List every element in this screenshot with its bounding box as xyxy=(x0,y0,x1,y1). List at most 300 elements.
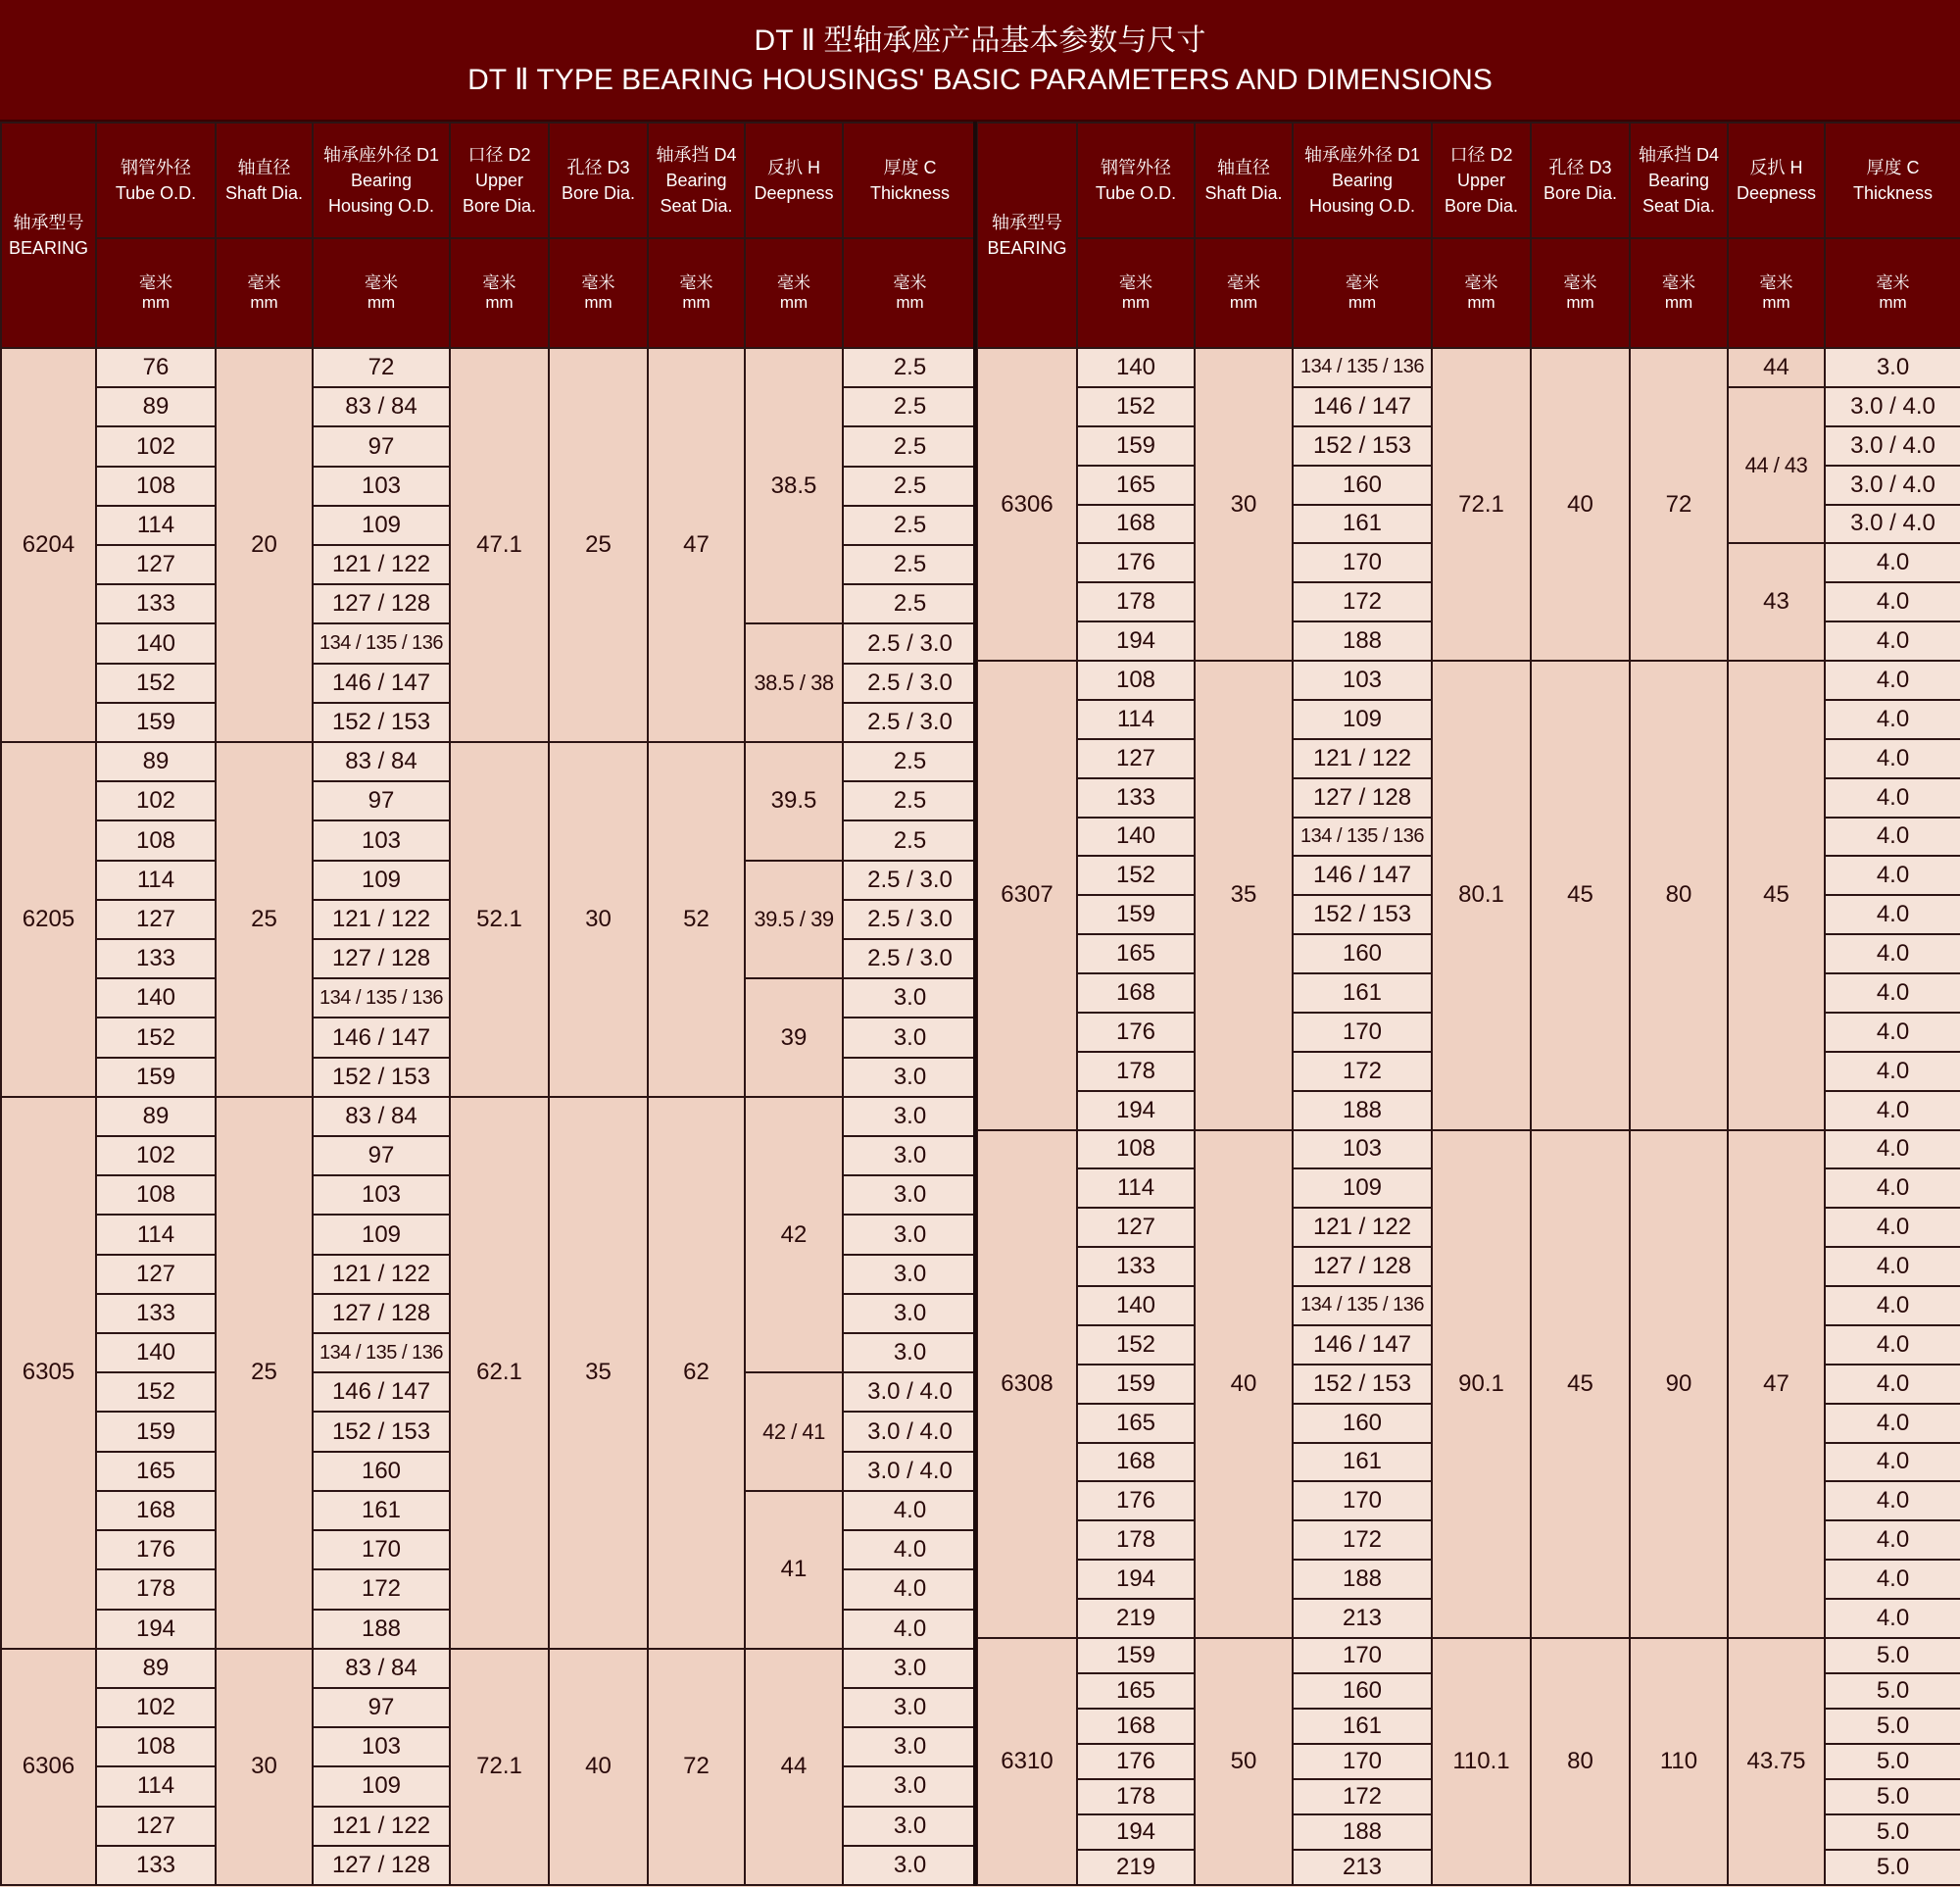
cell-thickness-c: 2.5 xyxy=(843,387,977,426)
cell-tube-od: 133 xyxy=(1077,778,1195,818)
cell-housing-od-d1: 152 / 153 xyxy=(313,1058,450,1097)
unit-line: mm xyxy=(1348,293,1377,312)
cell-housing-od-d1: 127 / 128 xyxy=(1293,1247,1432,1286)
unit-line: 毫米 xyxy=(679,273,713,292)
cell-thickness-c: 4.0 xyxy=(843,1610,977,1649)
unit-tube-od xyxy=(96,238,216,348)
unit-bore-dia-d3 xyxy=(1531,238,1630,348)
unit-thickness-c xyxy=(1825,238,1960,348)
cell-seat-dia-d4: 90 xyxy=(1630,1130,1728,1638)
unit-bore-dia-d3 xyxy=(549,238,648,348)
header-housing-od-d1 xyxy=(1293,123,1432,238)
cell-tube-od: 133 xyxy=(96,584,216,623)
cell-thickness-c: 3.0 xyxy=(843,1766,977,1806)
cell-housing-od-d1: 109 xyxy=(313,506,450,545)
cell-thickness-c: 3.0 / 4.0 xyxy=(1825,426,1960,466)
unit-line: 毫米 xyxy=(893,273,927,292)
cell-bore-dia-d3: 25 xyxy=(549,348,648,742)
cell-thickness-c: 4.0 xyxy=(843,1491,977,1530)
header-housing-od-d1-line: 轴承座外径 D1 xyxy=(322,145,439,165)
unit-housing-od-d1 xyxy=(1293,238,1432,348)
unit-line: 毫米 xyxy=(1563,273,1597,292)
cell-housing-od-d1: 160 xyxy=(1293,1404,1432,1443)
header-tube-od-line: 钢管外径 xyxy=(121,158,191,177)
cell-tube-od: 165 xyxy=(1077,466,1195,505)
cell-thickness-c: 4.0 xyxy=(1825,1520,1960,1560)
cell-upper-bore-d2: 80.1 xyxy=(1432,661,1531,1130)
cell-upper-bore-d2: 72.1 xyxy=(1432,348,1531,661)
cell-thickness-c: 4.0 xyxy=(843,1530,977,1569)
header-housing-od-d1 xyxy=(313,123,450,238)
cell-deepness-h: 42 xyxy=(745,1097,843,1372)
header-shaft-dia-line: 轴直径 xyxy=(237,158,291,177)
header-bearing xyxy=(1,123,96,348)
cell-housing-od-d1: 152 / 153 xyxy=(1293,1365,1432,1404)
unit-line: 毫米 xyxy=(1227,273,1260,292)
cell-tube-od: 194 xyxy=(1077,1091,1195,1130)
cell-housing-od-d1: 121 / 122 xyxy=(1293,1208,1432,1247)
header-thickness-c-line: Thickness xyxy=(1852,183,1934,203)
cell-tube-od: 165 xyxy=(96,1452,216,1491)
cell-thickness-c: 4.0 xyxy=(1825,1286,1960,1325)
header-deepness-h-line: 反扒 H xyxy=(767,158,820,177)
header-upper-bore-d2-line: 口径 D2 xyxy=(1449,145,1513,165)
header-shaft-dia-line: 轴直径 xyxy=(1217,158,1270,177)
unit-line: 毫米 xyxy=(482,273,516,292)
cell-thickness-c: 4.0 xyxy=(1825,1560,1960,1599)
cell-tube-od: 133 xyxy=(96,939,216,978)
unit-upper-bore-d2 xyxy=(1432,238,1531,348)
cell-housing-od-d1: 121 / 122 xyxy=(313,900,450,939)
cell-thickness-c: 3.0 / 4.0 xyxy=(1825,505,1960,544)
unit-line: 毫米 xyxy=(777,273,810,292)
cell-tube-od: 168 xyxy=(1077,505,1195,544)
cell-bore-dia-d3: 40 xyxy=(1531,348,1630,661)
cell-housing-od-d1: 127 / 128 xyxy=(1293,778,1432,818)
cell-housing-od-d1: 109 xyxy=(1293,700,1432,739)
cell-tube-od: 127 xyxy=(1077,1208,1195,1247)
cell-housing-od-d1: 170 xyxy=(1293,1638,1432,1673)
cell-housing-od-d1: 134 / 135 / 136 xyxy=(1293,348,1432,387)
cell-tube-od: 152 xyxy=(1077,1325,1195,1365)
cell-thickness-c: 2.5 xyxy=(843,467,977,506)
cell-tube-od: 159 xyxy=(96,703,216,742)
cell-thickness-c: 3.0 xyxy=(843,1333,977,1372)
cell-housing-od-d1: 127 / 128 xyxy=(313,1846,450,1885)
cell-thickness-c: 4.0 xyxy=(1825,661,1960,700)
cell-thickness-c: 5.0 xyxy=(1825,1744,1960,1779)
unit-shaft-dia xyxy=(1195,238,1293,348)
cell-thickness-c: 2.5 xyxy=(843,781,977,820)
cell-housing-od-d1: 161 xyxy=(313,1491,450,1530)
left-spec-table xyxy=(0,122,978,1886)
cell-thickness-c: 3.0 / 4.0 xyxy=(1825,387,1960,426)
cell-housing-od-d1: 103 xyxy=(1293,1130,1432,1169)
cell-upper-bore-d2: 62.1 xyxy=(450,1097,549,1649)
cell-housing-od-d1: 103 xyxy=(1293,661,1432,700)
header-seat-dia-d4-line: Seat Dia. xyxy=(660,196,733,216)
cell-deepness-h: 38.5 / 38 xyxy=(745,623,843,742)
cell-tube-od: 102 xyxy=(96,426,216,466)
cell-upper-bore-d2: 110.1 xyxy=(1432,1638,1531,1885)
cell-tube-od: 127 xyxy=(96,1807,216,1846)
header-shaft-dia-line: Shaft Dia. xyxy=(224,183,304,203)
header-bore-dia-d3-line: 孔径 D3 xyxy=(1548,158,1612,177)
unit-deepness-h xyxy=(1728,238,1825,348)
cell-housing-od-d1: 170 xyxy=(1293,1013,1432,1052)
cell-deepness-h: 47 xyxy=(1728,1130,1825,1638)
cell-tube-od: 140 xyxy=(96,623,216,663)
unit-line: mm xyxy=(896,293,924,312)
cell-housing-od-d1: 146 / 147 xyxy=(1293,1325,1432,1365)
header-deepness-h-line: 反扒 H xyxy=(1749,158,1803,177)
cell-deepness-h: 41 xyxy=(745,1491,843,1649)
header-upper-bore-d2-line: Bore Dia. xyxy=(462,196,537,216)
header-bearing-line: BEARING xyxy=(987,238,1067,258)
header-thickness-c-line: 厚度 C xyxy=(1866,158,1920,177)
cell-deepness-h: 44 xyxy=(745,1649,843,1885)
cell-thickness-c: 2.5 xyxy=(843,545,977,584)
header-bore-dia-d3 xyxy=(1531,123,1630,238)
cell-tube-od: 114 xyxy=(1077,700,1195,739)
cell-thickness-c: 4.0 xyxy=(1825,1091,1960,1130)
unit-line: 毫米 xyxy=(1759,273,1793,292)
cell-tube-od: 168 xyxy=(1077,973,1195,1013)
cell-thickness-c: 2.5 xyxy=(843,348,977,387)
cell-tube-od: 159 xyxy=(96,1412,216,1451)
cell-tube-od: 127 xyxy=(96,1255,216,1294)
cell-tube-od: 178 xyxy=(96,1569,216,1609)
unit-line: mm xyxy=(485,293,514,312)
cell-thickness-c: 3.0 xyxy=(843,1649,977,1688)
cell-bore-dia-d3: 30 xyxy=(549,742,648,1097)
cell-thickness-c: 4.0 xyxy=(1825,973,1960,1013)
cell-bore-dia-d3: 45 xyxy=(1531,1130,1630,1638)
cell-deepness-h: 43 xyxy=(1728,543,1825,661)
cell-thickness-c: 2.5 / 3.0 xyxy=(843,861,977,900)
cell-tube-od: 194 xyxy=(1077,1560,1195,1599)
cell-housing-od-d1: 127 / 128 xyxy=(313,939,450,978)
cell-thickness-c: 4.0 xyxy=(1825,1247,1960,1286)
cell-shaft-dia: 50 xyxy=(1195,1638,1293,1885)
table-row xyxy=(1,348,977,387)
cell-tube-od: 176 xyxy=(1077,543,1195,582)
cell-tube-od: 176 xyxy=(96,1530,216,1569)
cell-thickness-c: 3.0 / 4.0 xyxy=(843,1372,977,1412)
header-tube-od-line: 钢管外径 xyxy=(1101,158,1171,177)
cell-housing-od-d1: 121 / 122 xyxy=(313,545,450,584)
cell-bore-dia-d3: 80 xyxy=(1531,1638,1630,1885)
cell-seat-dia-d4: 80 xyxy=(1630,661,1728,1130)
cell-housing-od-d1: 127 / 128 xyxy=(313,1294,450,1333)
cell-thickness-c: 5.0 xyxy=(1825,1779,1960,1814)
cell-thickness-c: 3.0 xyxy=(843,1136,977,1175)
cell-housing-od-d1: 97 xyxy=(313,1688,450,1727)
header-bearing xyxy=(977,123,1077,348)
cell-thickness-c: 2.5 xyxy=(843,742,977,781)
table-row xyxy=(1,1097,977,1136)
unit-line: 毫米 xyxy=(1876,273,1910,292)
cell-tube-od: 176 xyxy=(1077,1481,1195,1520)
cell-thickness-c: 5.0 xyxy=(1825,1814,1960,1850)
cell-housing-od-d1: 152 / 153 xyxy=(1293,895,1432,934)
cell-housing-od-d1: 134 / 135 / 136 xyxy=(313,978,450,1018)
cell-tube-od: 165 xyxy=(1077,1404,1195,1443)
cell-housing-od-d1: 172 xyxy=(313,1569,450,1609)
cell-thickness-c: 3.0 / 4.0 xyxy=(1825,466,1960,505)
cell-shaft-dia: 25 xyxy=(216,1097,313,1649)
cell-thickness-c: 3.0 xyxy=(843,1097,977,1136)
cell-thickness-c: 4.0 xyxy=(1825,1208,1960,1247)
title-chinese: DT Ⅱ 型轴承座产品基本参数与尺寸 xyxy=(754,25,1206,57)
unit-line: mm xyxy=(779,293,808,312)
cell-tube-od: 89 xyxy=(96,1649,216,1688)
cell-seat-dia-d4: 72 xyxy=(648,1649,745,1885)
unit-line: mm xyxy=(1879,293,1907,312)
cell-housing-od-d1: 72 xyxy=(313,348,450,387)
unit-deepness-h xyxy=(745,238,843,348)
cell-thickness-c: 4.0 xyxy=(1825,1325,1960,1365)
cell-housing-od-d1: 172 xyxy=(1293,1520,1432,1560)
header-seat-dia-d4 xyxy=(1630,123,1728,238)
cell-housing-od-d1: 97 xyxy=(313,426,450,466)
cell-thickness-c: 2.5 xyxy=(843,584,977,623)
cell-housing-od-d1: 146 / 147 xyxy=(313,664,450,703)
cell-thickness-c: 3.0 xyxy=(843,1255,977,1294)
cell-deepness-h: 39 xyxy=(745,978,843,1097)
cell-tube-od: 89 xyxy=(96,387,216,426)
header-tube-od xyxy=(96,123,216,238)
cell-tube-od: 168 xyxy=(96,1491,216,1530)
table-row xyxy=(1,742,977,781)
header-housing-od-d1-line: Bearing xyxy=(1331,171,1394,190)
header-shaft-dia-line: Shaft Dia. xyxy=(1204,183,1283,203)
cell-tube-od: 108 xyxy=(96,467,216,506)
cell-housing-od-d1: 161 xyxy=(1293,505,1432,544)
cell-tube-od: 165 xyxy=(1077,934,1195,973)
cell-housing-od-d1: 134 / 135 / 136 xyxy=(1293,1286,1432,1325)
cell-bearing-model: 6306 xyxy=(977,348,1077,661)
cell-housing-od-d1: 146 / 147 xyxy=(1293,856,1432,895)
cell-housing-od-d1: 188 xyxy=(313,1610,450,1649)
cell-shaft-dia: 30 xyxy=(1195,348,1293,661)
cell-thickness-c: 4.0 xyxy=(1825,778,1960,818)
unit-line: mm xyxy=(1121,293,1151,312)
cell-tube-od: 152 xyxy=(96,1018,216,1057)
cell-tube-od: 152 xyxy=(96,1372,216,1412)
cell-tube-od: 165 xyxy=(1077,1673,1195,1709)
header-bearing-line: BEARING xyxy=(8,238,89,258)
cell-thickness-c: 3.0 xyxy=(843,1018,977,1057)
unit-line: mm xyxy=(1566,293,1594,312)
cell-thickness-c: 4.0 xyxy=(1825,739,1960,778)
cell-seat-dia-d4: 62 xyxy=(648,1097,745,1649)
cell-thickness-c: 4.0 xyxy=(1825,1130,1960,1169)
cell-tube-od: 178 xyxy=(1077,1520,1195,1560)
cell-tube-od: 140 xyxy=(1077,818,1195,857)
cell-bearing-model: 6307 xyxy=(977,661,1077,1130)
cell-tube-od: 176 xyxy=(1077,1744,1195,1779)
header-upper-bore-d2 xyxy=(450,123,549,238)
cell-thickness-c: 2.5 xyxy=(843,426,977,466)
cell-tube-od: 127 xyxy=(96,545,216,584)
unit-line: mm xyxy=(1229,293,1258,312)
cell-thickness-c: 4.0 xyxy=(1825,1443,1960,1482)
header-housing-od-d1-line: Housing O.D. xyxy=(1308,196,1416,216)
cell-thickness-c: 4.0 xyxy=(1825,543,1960,582)
header-seat-dia-d4-line: Seat Dia. xyxy=(1642,196,1716,216)
cell-housing-od-d1: 188 xyxy=(1293,1560,1432,1599)
unit-line: mm xyxy=(682,293,710,312)
cell-tube-od: 108 xyxy=(96,1175,216,1215)
cell-thickness-c: 3.0 xyxy=(843,1727,977,1766)
cell-shaft-dia: 20 xyxy=(216,348,313,742)
table-row xyxy=(1,1649,977,1688)
unit-line: 毫米 xyxy=(1464,273,1498,292)
unit-line: mm xyxy=(367,293,396,312)
cell-bearing-model: 6310 xyxy=(977,1638,1077,1885)
cell-housing-od-d1: 127 / 128 xyxy=(313,584,450,623)
cell-thickness-c: 3.0 xyxy=(843,1058,977,1097)
cell-housing-od-d1: 121 / 122 xyxy=(1293,739,1432,778)
cell-thickness-c: 4.0 xyxy=(1825,621,1960,661)
header-deepness-h xyxy=(1728,123,1825,238)
unit-line: 毫米 xyxy=(247,273,281,292)
cell-shaft-dia: 30 xyxy=(216,1649,313,1885)
cell-tube-od: 152 xyxy=(1077,856,1195,895)
header-tube-od-line: Tube O.D. xyxy=(115,183,197,203)
cell-housing-od-d1: 152 / 153 xyxy=(313,1412,450,1451)
cell-thickness-c: 5.0 xyxy=(1825,1709,1960,1744)
header-housing-od-d1-line: Housing O.D. xyxy=(327,196,435,216)
cell-seat-dia-d4: 52 xyxy=(648,742,745,1097)
cell-tube-od: 108 xyxy=(96,1727,216,1766)
table-row xyxy=(977,1130,1960,1169)
header-thickness-c xyxy=(1825,123,1960,238)
cell-housing-od-d1: 188 xyxy=(1293,1814,1432,1850)
cell-bearing-model: 6305 xyxy=(1,1097,96,1649)
cell-thickness-c: 3.0 xyxy=(1825,348,1960,387)
unit-line: 毫米 xyxy=(1662,273,1695,292)
cell-thickness-c: 5.0 xyxy=(1825,1638,1960,1673)
cell-tube-od: 114 xyxy=(96,506,216,545)
cell-housing-od-d1: 146 / 147 xyxy=(313,1018,450,1057)
unit-line: 毫米 xyxy=(1119,273,1152,292)
title-english: DT Ⅱ TYPE BEARING HOUSINGS' BASIC PARAMETERS AND DIMENSIONS xyxy=(467,64,1493,96)
unit-seat-dia-d4 xyxy=(1630,238,1728,348)
cell-housing-od-d1: 161 xyxy=(1293,1709,1432,1744)
cell-bore-dia-d3: 45 xyxy=(1531,661,1630,1130)
cell-housing-od-d1: 103 xyxy=(313,820,450,860)
header-seat-dia-d4 xyxy=(648,123,745,238)
cell-housing-od-d1: 188 xyxy=(1293,1091,1432,1130)
unit-line: 毫米 xyxy=(581,273,615,292)
cell-tube-od: 89 xyxy=(96,742,216,781)
cell-thickness-c: 4.0 xyxy=(1825,582,1960,621)
cell-tube-od: 152 xyxy=(96,664,216,703)
cell-housing-od-d1: 109 xyxy=(1293,1168,1432,1208)
cell-thickness-c: 2.5 / 3.0 xyxy=(843,664,977,703)
cell-housing-od-d1: 161 xyxy=(1293,973,1432,1013)
cell-tube-od: 219 xyxy=(1077,1850,1195,1885)
header-bore-dia-d3-line: Bore Dia. xyxy=(1543,183,1618,203)
table-row xyxy=(977,1638,1960,1673)
cell-tube-od: 108 xyxy=(96,820,216,860)
cell-housing-od-d1: 121 / 122 xyxy=(313,1255,450,1294)
unit-line: mm xyxy=(1762,293,1790,312)
cell-thickness-c: 4.0 xyxy=(1825,934,1960,973)
cell-housing-od-d1: 152 / 153 xyxy=(1293,426,1432,466)
header-deepness-h-line: Deepness xyxy=(754,183,834,203)
header-thickness-c xyxy=(843,123,977,238)
cell-tube-od: 194 xyxy=(1077,621,1195,661)
cell-thickness-c: 4.0 xyxy=(1825,1365,1960,1404)
cell-tube-od: 108 xyxy=(1077,661,1195,700)
cell-housing-od-d1: 109 xyxy=(313,1215,450,1254)
cell-tube-od: 176 xyxy=(1077,1013,1195,1052)
cell-tube-od: 159 xyxy=(1077,895,1195,934)
cell-thickness-c: 4.0 xyxy=(1825,1404,1960,1443)
header-upper-bore-d2-line: Bore Dia. xyxy=(1444,196,1519,216)
unit-tube-od xyxy=(1077,238,1195,348)
cell-tube-od: 127 xyxy=(1077,739,1195,778)
cell-tube-od: 159 xyxy=(1077,1365,1195,1404)
header-seat-dia-d4-line: 轴承挡 D4 xyxy=(656,145,737,165)
header-tube-od-line: Tube O.D. xyxy=(1095,183,1177,203)
cell-tube-od: 114 xyxy=(96,1215,216,1254)
title-bar xyxy=(0,0,1960,122)
cell-housing-od-d1: 134 / 135 / 136 xyxy=(1293,818,1432,857)
cell-tube-od: 102 xyxy=(96,1136,216,1175)
header-thickness-c-line: 厚度 C xyxy=(883,158,937,177)
cell-housing-od-d1: 160 xyxy=(1293,1673,1432,1709)
cell-bearing-model: 6204 xyxy=(1,348,96,742)
cell-tube-od: 140 xyxy=(96,1333,216,1372)
cell-housing-od-d1: 83 / 84 xyxy=(313,1097,450,1136)
cell-shaft-dia: 35 xyxy=(1195,661,1293,1130)
cell-housing-od-d1: 103 xyxy=(313,1175,450,1215)
cell-thickness-c: 5.0 xyxy=(1825,1673,1960,1709)
header-upper-bore-d2-line: 口径 D2 xyxy=(467,145,531,165)
header-seat-dia-d4-line: 轴承挡 D4 xyxy=(1638,145,1719,165)
cell-deepness-h: 39.5 / 39 xyxy=(745,861,843,979)
cell-tube-od: 114 xyxy=(96,1766,216,1806)
header-shaft-dia xyxy=(1195,123,1293,238)
cell-tube-od: 219 xyxy=(1077,1599,1195,1638)
cell-thickness-c: 3.0 xyxy=(843,1846,977,1885)
unit-line: mm xyxy=(141,293,171,312)
header-bearing-line: 轴承型号 xyxy=(13,213,84,232)
cell-housing-od-d1: 170 xyxy=(1293,1744,1432,1779)
cell-housing-od-d1: 83 / 84 xyxy=(313,1649,450,1688)
cell-thickness-c: 4.0 xyxy=(1825,1013,1960,1052)
cell-tube-od: 133 xyxy=(96,1294,216,1333)
cell-thickness-c: 4.0 xyxy=(843,1569,977,1609)
cell-deepness-h: 45 xyxy=(1728,661,1825,1130)
cell-shaft-dia: 40 xyxy=(1195,1130,1293,1638)
header-seat-dia-d4-line: Bearing xyxy=(1647,171,1710,190)
cell-tube-od: 168 xyxy=(1077,1443,1195,1482)
cell-housing-od-d1: 121 / 122 xyxy=(313,1807,450,1846)
cell-tube-od: 152 xyxy=(1077,387,1195,426)
header-tube-od xyxy=(1077,123,1195,238)
cell-thickness-c: 4.0 xyxy=(1825,700,1960,739)
cell-thickness-c: 2.5 / 3.0 xyxy=(843,900,977,939)
cell-shaft-dia: 25 xyxy=(216,742,313,1097)
cell-housing-od-d1: 172 xyxy=(1293,1779,1432,1814)
cell-tube-od: 159 xyxy=(96,1058,216,1097)
unit-line: mm xyxy=(1467,293,1495,312)
